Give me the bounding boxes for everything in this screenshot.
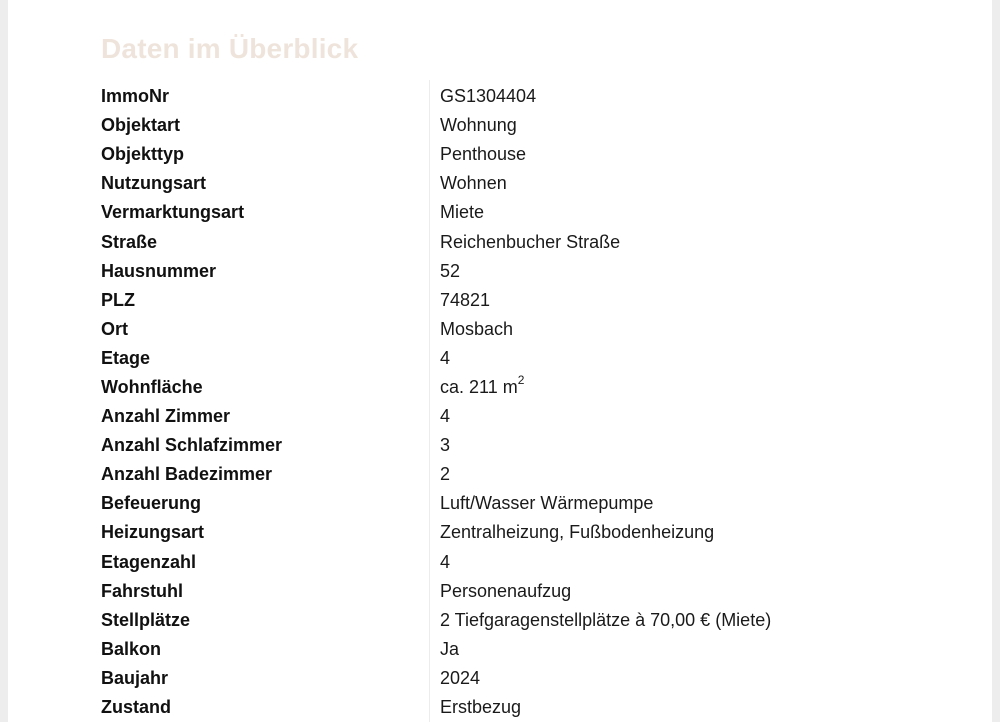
detail-label: Balkon [101,638,162,659]
detail-label: PLZ [101,289,135,310]
detail-row-anzahl-schlafzimmer [101,431,961,460]
detail-value: Miete [440,202,485,223]
detail-label: Anzahl Badezimmer [101,464,273,485]
detail-row-hausnummer [101,257,961,286]
detail-row-strasse [101,227,961,256]
detail-label: Fahrstuhl [101,580,184,601]
detail-value: 52 [440,260,461,281]
section-title: Daten im Überblick [101,33,359,64]
detail-value: Mosbach [440,318,514,339]
detail-row-stellplaetze [101,606,961,635]
detail-row-ort [101,315,961,344]
detail-row-anzahl-badezimmer [101,460,961,489]
detail-value: Wohnen [440,173,507,194]
detail-value: 2 [440,464,451,485]
detail-label: Zustand [101,697,171,718]
detail-value: Reichenbucher Straße [440,231,621,252]
detail-label: Etagenzahl [101,551,197,572]
detail-value: GS1304404 [440,86,537,107]
detail-label: Objektart [101,115,181,136]
detail-row-balkon [101,635,961,664]
detail-label: Hausnummer [101,260,217,281]
detail-value [440,372,525,398]
detail-row-nutzungsart [101,169,961,198]
detail-label: Nutzungsart [101,173,206,194]
detail-row-baujahr [101,664,961,693]
detail-label: Befeuerung [101,493,202,514]
detail-label: ImmoNr [101,86,170,107]
detail-value: 2 Tiefgaragenstellplätze à 70,00 € (Miete) [440,609,772,630]
detail-value: 74821 [440,289,491,310]
detail-row-plz [101,286,961,315]
details-page [8,0,992,722]
detail-value: Luft/Wasser Wärmepumpe [440,493,654,514]
detail-label: Anzahl Zimmer [101,406,231,427]
detail-value: 4 [440,406,451,427]
detail-label: Baujahr [101,667,169,688]
detail-row-fahrstuhl [101,577,961,606]
detail-value: Personenaufzug [440,580,572,601]
detail-row-heizungsart [101,518,961,547]
area-unit-exponent: 2 [517,372,525,387]
detail-value: 4 [440,347,451,368]
detail-row-befeuerung [101,489,961,518]
detail-label: Anzahl Schlafzimmer [101,435,283,456]
detail-value: 2024 [440,667,481,688]
detail-label: Stellplätze [101,609,191,630]
detail-label: Objekttyp [101,144,185,165]
detail-label: Vermarktungsart [101,202,245,223]
detail-value: Wohnung [440,115,517,136]
detail-row-objekttyp [101,140,961,169]
detail-value: 4 [440,551,451,572]
detail-label: Straße [101,231,158,252]
detail-value: Erstbezug [440,697,522,718]
detail-value: Ja [440,638,460,659]
detail-row-etage [101,344,961,373]
detail-value: 3 [440,435,451,456]
detail-label: Ort [101,318,128,339]
detail-label: Heizungsart [101,522,205,543]
detail-row-wohnflaeche [101,373,961,402]
detail-row-immonr [101,82,961,111]
detail-row-objektart [101,111,961,140]
detail-value: Zentralheizung, Fußbodenheizung [440,522,715,543]
detail-label: Etage [101,347,151,368]
detail-row-anzahl-zimmer [101,402,961,431]
details-table [101,82,961,722]
detail-row-etagenzahl [101,548,961,577]
detail-row-zustand [101,693,961,722]
detail-row-vermarktungsart [101,198,961,227]
area-value: ca. 211 m [440,376,518,397]
detail-label: Wohnfläche [101,376,203,397]
detail-value: Penthouse [440,144,527,165]
